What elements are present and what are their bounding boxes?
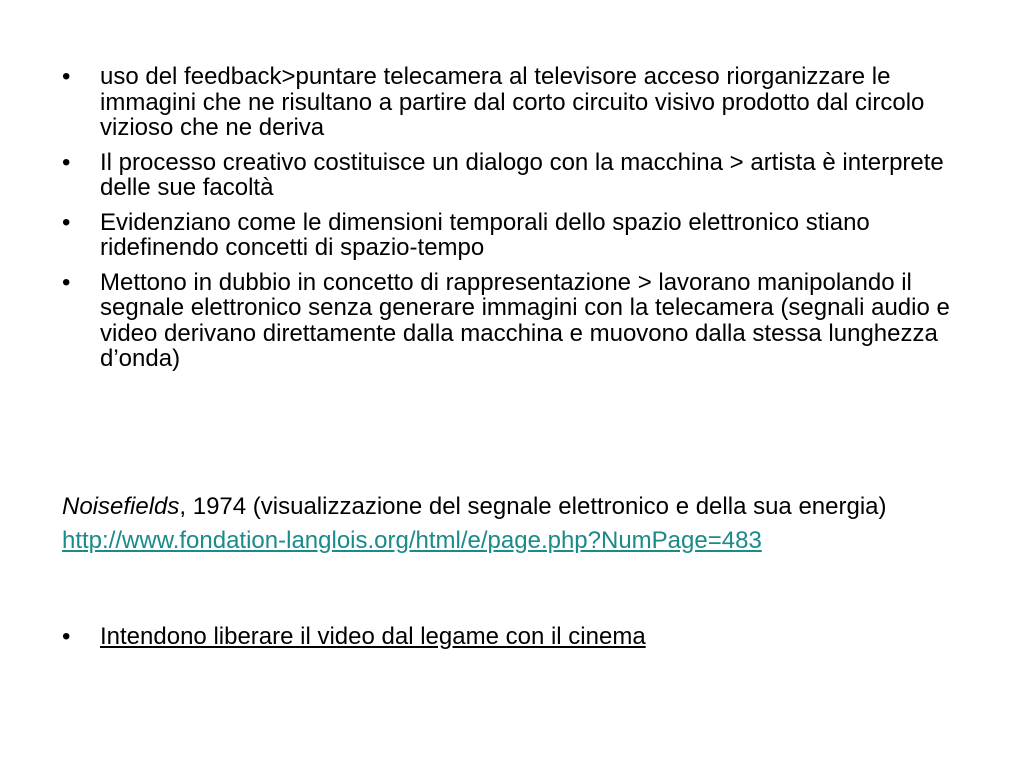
bullet-icon: • [62, 208, 71, 236]
bullet-item-feedback [62, 64, 992, 141]
closing-list [62, 624, 992, 659]
bullet-text: uso del feedback>puntare telecamera al televisore acceso riorganizzare le immagini che ne risultano a partire dal corto circuito visivo prodotto dal circolo vizioso che ne deriva [100, 63, 925, 141]
bullet-icon: • [62, 268, 71, 296]
bullet-icon: • [62, 148, 71, 176]
bullet-item-temporal-dimensions [62, 210, 992, 261]
bullet-icon: • [62, 623, 71, 650]
bullet-text: Evidenziano come le dimensioni temporali dello spazio elettronico stiano ridefinendo concetti di spazio-tempo [100, 208, 870, 261]
link-line [62, 528, 992, 554]
fondation-langlois-link[interactable]: http://www.fondation-langlois.org/html/e/page.php?NumPage=483 [62, 526, 762, 554]
work-title: Noisefields [62, 493, 180, 520]
bullet-list [62, 64, 992, 381]
bullet-text: Mettono in dubbio in concetto di rappresentazione > lavorano manipolando il segnale elettronico senza generare immagini con la telecamera (segnali audio e video derivano direttamente dalla macchina e muovono dalla stessa lunghezza d’onda) [100, 268, 950, 372]
closing-bullet-text: Intendono liberare il video dal legame con il cinema [100, 623, 646, 650]
bullet-text: Il processo creativo costituisce un dialogo con la macchina > artista è interprete delle sue facoltà [100, 148, 944, 201]
work-reference [62, 494, 992, 553]
bullet-item-creative-process [62, 150, 992, 201]
bullet-item-representation [62, 270, 992, 372]
work-description: , 1974 (visualizzazione del segnale elettronico e della sua energia) [179, 493, 887, 520]
work-line [62, 494, 992, 520]
bullet-icon: • [62, 63, 71, 90]
bullet-item-cinema [62, 624, 992, 650]
